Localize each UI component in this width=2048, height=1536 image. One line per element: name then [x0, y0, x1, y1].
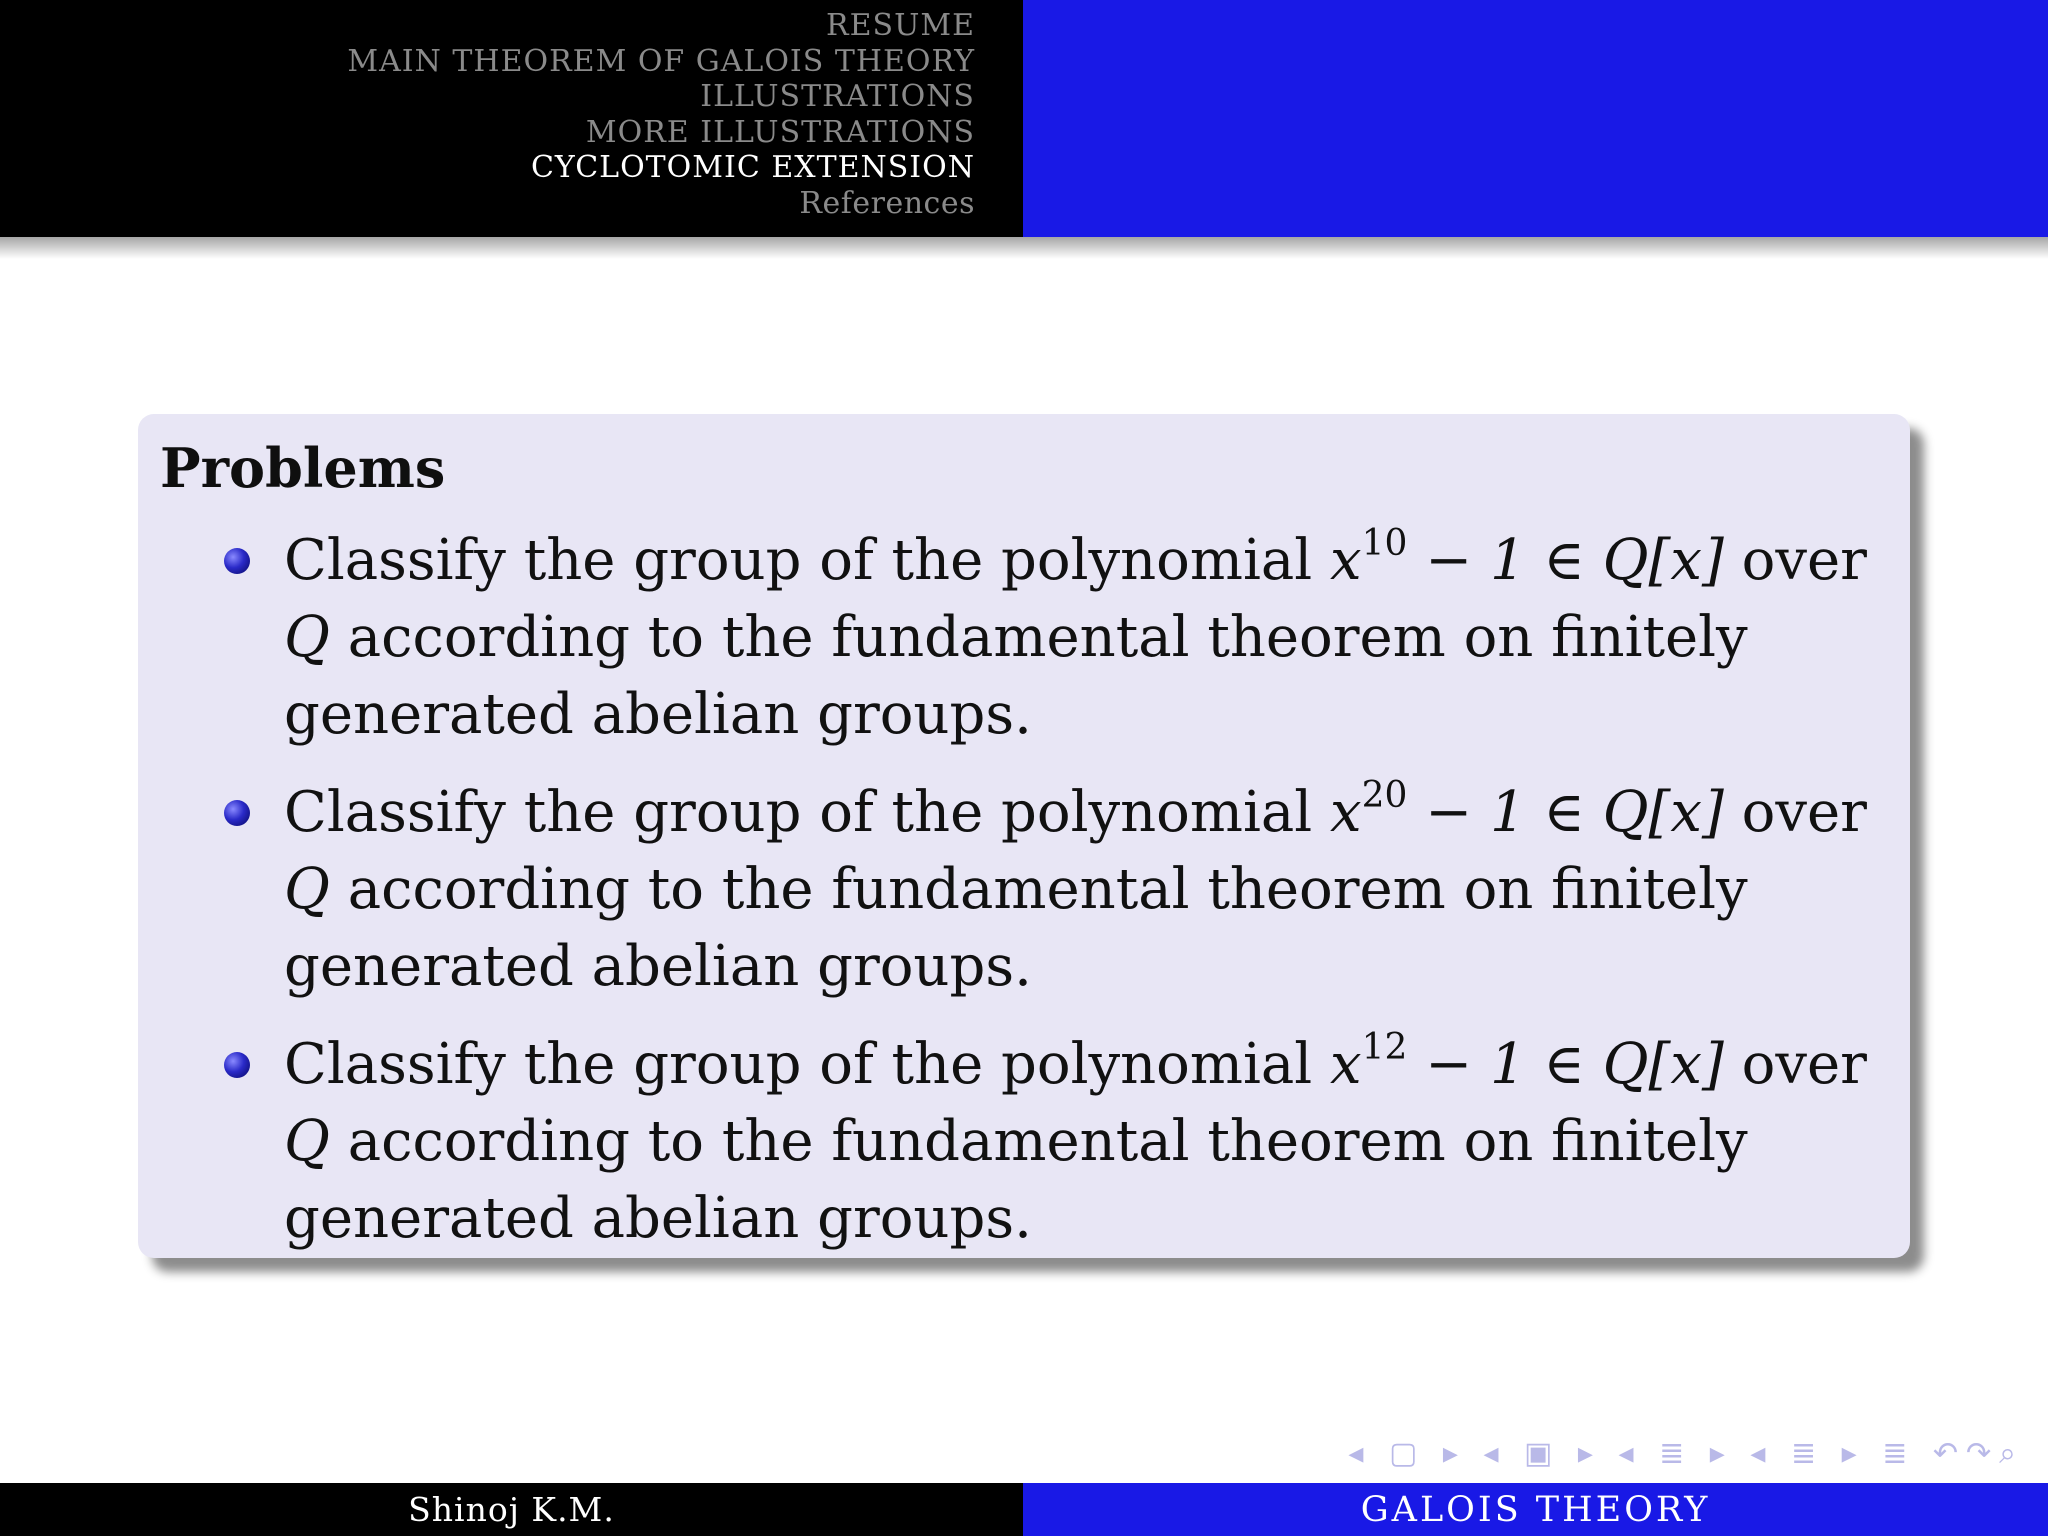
block-title: Problems — [160, 436, 446, 500]
item-suffix: according to the fundamental theorem on finitely generated abelian groups. — [284, 605, 1748, 747]
nav-item-resume[interactable]: RESUME — [826, 8, 975, 43]
list-item-text — [284, 522, 1886, 753]
header-shadow — [0, 237, 2048, 259]
field-symbol: Q — [284, 1109, 330, 1174]
poly-rest: − 1 ∈ Q[x] — [1407, 780, 1724, 845]
section-nav-panel — [0, 0, 1023, 237]
nav-item-main-theorem[interactable]: MAIN THEOREM OF GALOIS THEORY — [347, 43, 975, 79]
poly-exponent: 10 — [1361, 523, 1408, 564]
list-item — [138, 1026, 1910, 1257]
list-item — [138, 774, 1910, 1005]
item-prefix: Classify the group of the polynomial — [284, 780, 1331, 845]
poly-rest: − 1 ∈ Q[x] — [1407, 1032, 1724, 1097]
field-symbol: Q — [284, 857, 330, 922]
nav-item-illustrations[interactable]: ILLUSTRATIONS — [700, 79, 975, 114]
nav-item-references[interactable]: References — [799, 185, 975, 221]
item-suffix: according to the fundamental theorem on finitely generated abelian groups. — [284, 857, 1748, 999]
field-symbol: Q — [284, 605, 330, 670]
bullet-icon — [224, 548, 250, 574]
poly-base: x — [1330, 780, 1362, 845]
poly-exponent: 12 — [1361, 1027, 1408, 1068]
poly-base: x — [1330, 528, 1362, 593]
problems-block — [138, 414, 1910, 1258]
nav-item-cyclotomic-extension[interactable]: CYCLOTOMIC EXTENSION — [530, 150, 975, 185]
problem-list — [138, 522, 1910, 1278]
nav-item-more-illustrations[interactable]: MORE ILLUSTRATIONS — [585, 114, 975, 150]
slide-footer — [0, 1483, 2048, 1536]
list-item-text — [284, 774, 1886, 1005]
beamer-navigation-icons[interactable]: ◂ ▢ ▸ ◂ ▣ ▸ ◂ ≣ ▸ ◂ ≣ ▸ ≣ ↶↷⌕ — [1348, 1436, 2024, 1471]
item-mid: over — [1723, 528, 1867, 593]
item-mid: over — [1723, 780, 1867, 845]
footer-author: Shinoj K.M. — [0, 1483, 1023, 1536]
section-nav — [347, 8, 975, 221]
footer-title: GALOIS THEORY — [1023, 1483, 2048, 1536]
bullet-icon — [224, 800, 250, 826]
poly-exponent: 20 — [1361, 775, 1408, 816]
list-item — [138, 522, 1910, 753]
poly-rest: − 1 ∈ Q[x] — [1407, 528, 1724, 593]
item-prefix: Classify the group of the polynomial — [284, 1032, 1331, 1097]
item-suffix: according to the fundamental theorem on finitely generated abelian groups. — [284, 1109, 1748, 1251]
item-mid: over — [1723, 1032, 1867, 1097]
poly-base: x — [1330, 1032, 1362, 1097]
header-color-band — [1023, 0, 2048, 237]
item-prefix: Classify the group of the polynomial — [284, 528, 1331, 593]
slide-header — [0, 0, 2048, 237]
bullet-icon — [224, 1052, 250, 1078]
list-item-text — [284, 1026, 1886, 1257]
